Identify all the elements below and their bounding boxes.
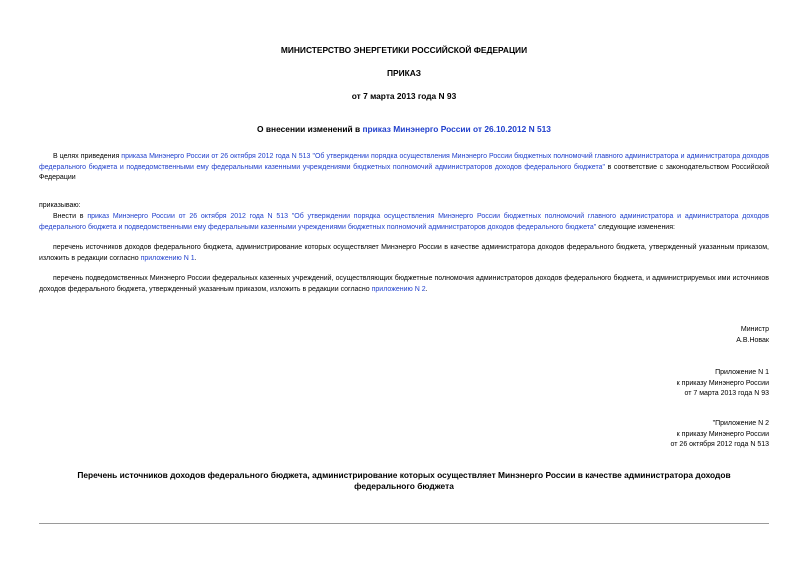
clause-3-prefix: перечень подведомственных Минэнерго России федеральных казенных учреждений, осуществляющих бюджетные полномочия администраторов доходов федерального бюджета, и администрируемых ими источников доходов федерального бюджета, утвержденный указанным приказом, изложить в редакции согласно (39, 275, 769, 293)
appendix-1-line-3: от 7 марта 2013 года N 93 (684, 390, 769, 398)
clause-1-order-link[interactable]: приказ Минэнерго России от 26 октября 2012 года N 513 "Об утверждении порядка осуществления Минэнерго России бюджетных полномочий главного администратора и администратора доходов федерального бюджета и подведомственными ему федеральными казенными учреждениями бюджетных полномочий администраторов доходов федерального бюджета" (39, 213, 770, 231)
intro-paragraph (39, 152, 769, 184)
intro-suffix: в соответствие с законодательством Российской Федерации (39, 163, 770, 182)
appendix-2-link[interactable]: приложению N 2 (371, 285, 426, 293)
document-page (39, 0, 769, 571)
clause-1-prefix: Внести в (53, 213, 88, 220)
order-word: приказываю: (39, 202, 81, 209)
doc-date-heading: от 7 марта 2013 года N 93 (351, 91, 457, 101)
appendix-1-line-2: к приказу Минэнерго России (676, 379, 769, 387)
intro-order-link[interactable]: приказа Минэнерго России от 26 октября 2012 года N 513 "Об утверждении порядка осуществления Минэнерго России бюджетных полномочий главного администратора и администратора доходов федерального бюджета и подведомственными ему федеральными казенными учреждениями бюджетных полномочий администраторов доходов федерального бюджета" (39, 153, 769, 171)
signature-name: А.В.Новак (736, 336, 769, 344)
subject-prefix: О внесении изменений в (257, 124, 363, 134)
clause-2-suffix: . (194, 254, 197, 262)
appendix-2-line-3: от 26 октября 2012 года N 513 (670, 441, 769, 449)
appendix-2-line-2: к приказу Минэнерго России (676, 430, 769, 438)
clause-1-suffix: следующие изменения: (596, 223, 675, 231)
ministry-heading: МИНИСТЕРСТВО ЭНЕРГЕТИКИ РОССИЙСКОЙ ФЕДЕРАЦИИ (280, 45, 528, 55)
clause-3-paragraph (39, 274, 769, 295)
signature-position: Министр (740, 326, 769, 333)
appendix-1-block (39, 368, 769, 400)
subject-order-link[interactable]: приказ Минэнерго России от 26.10.2012 N 513 (362, 124, 551, 134)
appendix-2-block (39, 419, 769, 451)
clause-2-paragraph (39, 243, 769, 264)
bottom-divider (39, 523, 769, 524)
intro-prefix: В целях приведения (53, 153, 122, 160)
doc-type-heading: ПРИКАЗ (386, 68, 422, 78)
clause-3-suffix: . (425, 285, 428, 293)
clause-1-paragraph (39, 212, 769, 233)
appendix-1-link[interactable]: приложению N 1 (140, 254, 195, 262)
clause-2-prefix: перечень источников доходов федерального бюджета, администрирование которых осуществляет Минэнерго России в качестве администратора доходов федерального бюджета, утвержденный указанным приказом, изложить в редакции согласно (39, 244, 769, 262)
doc-subject-heading (39, 124, 769, 135)
appendix-2-line-1: "Приложение N 2 (712, 420, 769, 427)
signature-block (39, 325, 769, 346)
appendix-1-line-1: Приложение N 1 (715, 369, 769, 376)
list-title: Перечень источников доходов федерального бюджета, администрирование которых осуществляет Минэнерго России в качестве администратора доходов федерального бюджета (77, 470, 731, 491)
